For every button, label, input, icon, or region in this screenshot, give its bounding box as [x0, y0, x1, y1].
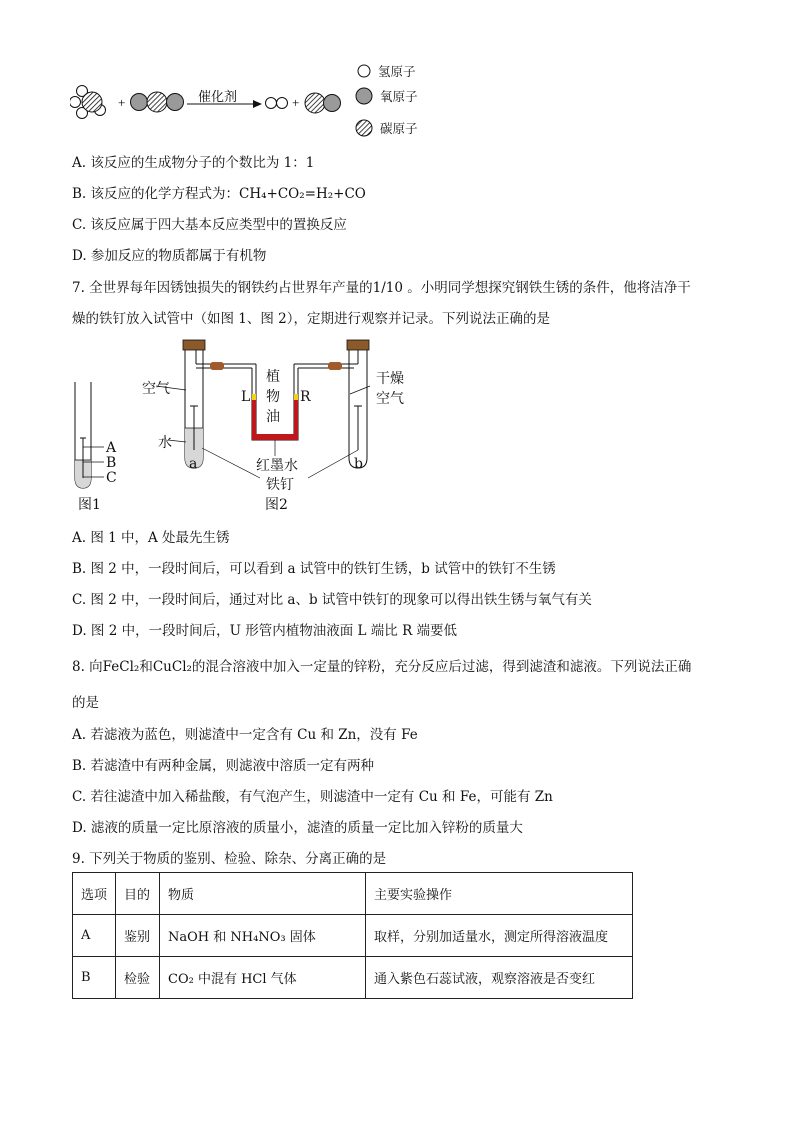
- row-b-purpose: 检验: [116, 957, 160, 999]
- legend-carbon-label: 碳原子: [380, 121, 418, 136]
- q6-option-a: A. 该反应的生成物分子的个数比为 1：1: [72, 155, 315, 171]
- q8-option-a: A. 若滤液为蓝色，则滤渣中一定含有 Cu 和 Zn，没有 Fe: [72, 727, 418, 743]
- dry-air-label-2: 空气: [376, 391, 404, 407]
- legend-hydrogen: [356, 62, 416, 80]
- oil-label-1: 植: [266, 369, 280, 385]
- q6-option-c: C. 该反应属于四大基本反应类型中的置换反应: [72, 217, 347, 233]
- q7-option-c: C. 图 2 中，一段时间后，通过对比 a、b 试管中铁钉的现象可以得出铁生锈与氧气有关: [72, 592, 592, 608]
- fig2-caption: 图2: [265, 497, 288, 513]
- nail-label: 铁钉: [266, 477, 294, 493]
- svg-text:+: +: [118, 95, 126, 110]
- q8-option-b: B. 若滤渣中有两种金属，则滤液中溶质一定有两种: [72, 758, 375, 774]
- legend-oxygen-label: 氧原子: [380, 89, 418, 104]
- row-b-option: B: [73, 957, 116, 999]
- hydrogen-atom-icon: [356, 63, 372, 79]
- dry-air-label-1: 干燥: [376, 371, 404, 387]
- q7-option-b: B. 图 2 中，一段时间后，可以看到 a 试管中的铁钉生锈，b 试管中的铁钉不生锈: [72, 561, 556, 577]
- q9-stem: 9. 下列关于物质的鉴别、检验、除杂、分离正确的是: [72, 851, 387, 867]
- carbon-dioxide-molecule-icon: [131, 92, 184, 112]
- methane-molecule-icon: [70, 86, 106, 119]
- fig1-label-a: A: [106, 440, 117, 456]
- q9-options-table: [72, 872, 633, 999]
- q7-option-d: D. 图 2 中，一段时间后，U 形管内植物油液面 L 端比 R 端要低: [72, 623, 458, 639]
- air-label: 空气: [142, 381, 170, 397]
- q8-stem-line2: 的是: [72, 695, 99, 711]
- row-a-substance: NaOH 和 NH₄NO₃ 固体: [160, 915, 366, 957]
- q8-option-d: D. 滤液的质量一定比原溶液的质量小，滤渣的质量一定比加入锌粉的质量大: [72, 820, 523, 836]
- row-a-option: A: [73, 915, 116, 957]
- red-ink-label: 红墨水: [256, 458, 298, 474]
- tube-a-label: a: [189, 456, 198, 472]
- q6-option-d: D. 参加反应的物质都属于有机物: [72, 248, 267, 264]
- header-purpose: 目的: [116, 873, 160, 915]
- fig1-test-tube: [75, 382, 104, 488]
- carbon-monoxide-molecule-icon: [305, 93, 341, 113]
- row-a-purpose: 鉴别: [116, 915, 160, 957]
- header-operation: 主要实验操作: [366, 873, 633, 915]
- fig1-label-c: C: [106, 470, 117, 486]
- legend-carbon: [354, 118, 418, 138]
- catalyst-label: 催化剂: [198, 90, 238, 105]
- row-b-operation: 通入紫色石蕊试液，观察溶液是否变红: [366, 957, 633, 999]
- row-a-operation: 取样，分别加适量水，测定所得溶液温度: [366, 915, 633, 957]
- table-header-row: [73, 873, 633, 915]
- rust-experiment-figure: [70, 338, 420, 518]
- table-row: [73, 957, 633, 999]
- oxygen-atom-icon: [354, 86, 374, 106]
- oil-label-2: 物: [266, 389, 280, 405]
- header-substance: 物质: [160, 873, 366, 915]
- row-b-substance: CO₂ 中混有 HCl 气体: [160, 957, 366, 999]
- l-end-label: L: [241, 389, 251, 405]
- hydrogen-molecule-icon: [266, 98, 288, 109]
- r-end-label: R: [300, 389, 311, 405]
- fig1-caption: 图1: [78, 497, 101, 513]
- legend-oxygen: [354, 86, 418, 106]
- carbon-atom-icon: [354, 118, 374, 138]
- q7-stem-line1: 7. 全世界每年因锈蚀损失的钢铁约占世界年产量的1/10 。小明同学想探究钢铁生锈的条件，他将洁净干: [72, 280, 691, 296]
- legend-hydrogen-label: 氢原子: [378, 64, 416, 79]
- table-row: [73, 915, 633, 957]
- fig1-label-b: B: [106, 455, 117, 471]
- q7-stem-line2: 燥的铁钉放入试管中（如图 1、图 2），定期进行观察并记录。下列说法正确的是: [72, 311, 551, 327]
- svg-text:+: +: [292, 95, 300, 110]
- water-label: 水: [158, 435, 172, 451]
- q8-stem-line1: 8. 向FeCl₂和CuCl₂的混合溶液中加入一定量的锌粉，充分反应后过滤，得到滤渣和滤液。下列说法正确: [72, 659, 692, 675]
- q6-option-b: B. 该反应的化学方程式为：CH₄+CO₂=H₂+CO: [72, 186, 366, 202]
- tube-b-label: b: [354, 456, 363, 472]
- header-option: 选项: [73, 873, 116, 915]
- q7-option-a: A. 图 1 中，A 处最先生锈: [72, 530, 230, 546]
- oil-label-3: 油: [266, 409, 280, 425]
- q8-option-c: C. 若往滤渣中加入稀盐酸，有气泡产生，则滤渣中一定有 Cu 和 Fe，可能有 Zn: [72, 789, 553, 805]
